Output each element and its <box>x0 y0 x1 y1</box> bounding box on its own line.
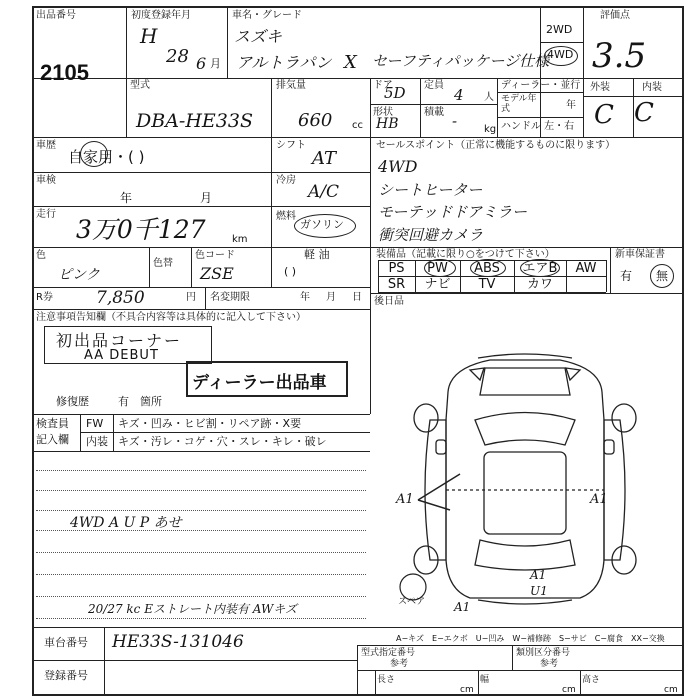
capacity-value: 4 <box>454 86 464 104</box>
divider <box>583 6 584 78</box>
warranty-label: 新車保証書 <box>615 249 665 260</box>
mileage-value: 3万0千127 <box>76 215 206 244</box>
divider <box>497 92 583 93</box>
ac-label: 冷房 <box>276 175 296 186</box>
divider <box>375 670 376 696</box>
sales-point-2: シートヒーター <box>378 181 483 199</box>
divider <box>32 206 370 207</box>
repair-place: 箇所 <box>140 395 162 408</box>
ac-value: A/C <box>308 182 340 202</box>
height-unit: cm <box>664 685 678 695</box>
shift-label: シフト <box>276 140 306 151</box>
entry-label: 記入欄 <box>36 433 69 446</box>
divider <box>583 96 684 97</box>
fuel-label: 燃料 <box>276 211 296 222</box>
doors-value: 5D <box>384 84 406 102</box>
dotted-line <box>36 470 366 471</box>
repair-value: 有 <box>118 395 129 408</box>
mark-a1-right: A1 <box>590 492 608 507</box>
capacity-label: 定員 <box>424 80 444 91</box>
height-label: 高さ <box>582 675 601 685</box>
inspector-note-1: 4WD A U P あせ <box>70 515 182 531</box>
divider <box>227 6 228 78</box>
divider <box>80 432 370 433</box>
lot-label: 出品番号 <box>36 10 76 21</box>
divider <box>32 172 370 173</box>
drive-4wd: 4WD <box>547 48 574 61</box>
width-label: 幅 <box>480 675 490 685</box>
displacement-label: 排気量 <box>276 80 306 91</box>
inspection-label: 車検 <box>36 175 56 186</box>
length-unit: cm <box>460 685 474 695</box>
year-unit: 年 <box>566 100 576 111</box>
equip-ps: PS <box>388 261 405 276</box>
yen-unit: 円 <box>186 292 196 303</box>
exterior-value: C <box>594 100 614 130</box>
grade-value: X <box>344 52 357 73</box>
first-reg-label: 初度登録年月 <box>131 10 191 21</box>
handle-label: ハンドル 左・右 <box>501 121 575 132</box>
doors-label: ドア <box>373 80 393 91</box>
spare-label: スペア <box>398 597 426 607</box>
warranty-no: 無 <box>656 269 669 283</box>
divider <box>32 627 684 628</box>
equip-abs: ABS <box>474 261 500 276</box>
divider <box>370 78 371 137</box>
equip-sr: SR <box>387 277 406 292</box>
divider <box>378 292 606 293</box>
equip-navi: ナビ <box>424 277 451 292</box>
equip-leather: カワ <box>526 277 553 292</box>
maker-value: スズキ <box>234 27 283 46</box>
score-value: 3.5 <box>592 36 647 76</box>
model-year-label: モデル年式 <box>501 94 537 114</box>
divider <box>512 645 513 670</box>
sales-point-1: 4WD <box>378 157 418 176</box>
name-change-year: 年 <box>300 292 310 303</box>
interior-value: C <box>634 98 654 128</box>
dotted-line <box>36 618 366 619</box>
cc-unit: cc <box>352 120 363 131</box>
debut-stamp-text: 初出品コーナー <box>56 331 183 350</box>
dotted-line <box>36 510 366 511</box>
era-value: H <box>140 24 158 48</box>
width-unit: cm <box>562 685 576 695</box>
mark-a1-bottom: A1 <box>454 600 471 614</box>
dotted-line <box>36 552 366 553</box>
reg-label: 登録番号 <box>44 669 88 682</box>
sales-point-3: モーテッドドアミラー <box>378 203 527 221</box>
color-change-label: 色替 <box>153 258 173 269</box>
dotted-line <box>36 596 366 597</box>
divider <box>370 137 371 414</box>
interior-items: キズ・汚レ・コゲ・穴・スレ・キレ・破レ <box>118 435 327 448</box>
load-label: 積載 <box>424 107 444 118</box>
month-unit: 月 <box>210 57 221 70</box>
history-label: 車歴 <box>36 140 56 151</box>
divider <box>370 104 497 105</box>
mark-a1-rear: A1 <box>530 568 547 582</box>
legend: A−キズ E−エクボ U−凹み W−補修跡 S−サビ C−腐食 XX−交換 <box>396 634 665 643</box>
history-value: 自家用・( ) <box>68 148 145 166</box>
color-label: 色 <box>36 250 46 261</box>
equipment-label: 装備品（記載に限り○をつけて下さい） <box>376 249 555 260</box>
fw-items: キズ・凹み・ヒビ割・リペア跡・X要 <box>118 417 302 430</box>
inspection-year: 年 <box>120 191 133 205</box>
equip-pw: PW <box>427 261 448 276</box>
mark-a1-left: A1 <box>396 492 414 507</box>
color-code-value: ZSE <box>200 264 234 283</box>
divider <box>583 78 584 137</box>
color-value: ピンク <box>58 267 100 283</box>
chassis-value: HE33S-131046 <box>112 632 244 652</box>
km-unit: km <box>232 234 248 245</box>
fuel-paren: ( ) <box>284 265 297 278</box>
type-no-label: 型式指定番号 <box>361 648 416 658</box>
inspector-note-2: 20/27 kc Eストレート内装有 AWキズ <box>88 602 298 616</box>
chassis-label: 車台番号 <box>44 636 88 649</box>
dealer-label: ディーラー・並行 <box>501 80 581 91</box>
equip-pw-circle <box>424 259 456 277</box>
divider <box>478 670 479 696</box>
dotted-line <box>36 574 366 575</box>
fuel-gas: ガソリン <box>300 218 344 231</box>
interior-label-2: 内装 <box>86 435 108 448</box>
car-name-label: 車名・グレード <box>232 10 302 21</box>
name-change-day: 日 <box>352 292 362 303</box>
divider <box>606 260 607 292</box>
divider <box>149 247 150 287</box>
divider <box>370 247 684 248</box>
mileage-label: 走行 <box>36 209 56 220</box>
divider <box>370 293 684 294</box>
divider <box>80 414 81 451</box>
equip-aw: AW <box>575 261 597 276</box>
equip-abs-circle <box>470 259 506 277</box>
length-label: 長さ <box>377 675 396 685</box>
fw-label: FW <box>86 417 104 430</box>
mark-u1: U1 <box>530 584 548 598</box>
notes-label: 注意事項告知欄（不具合内容等は具体的に記入して下さい） <box>36 312 306 323</box>
inspection-month: 月 <box>200 191 213 205</box>
name-change-label: 名変期限 <box>210 292 250 303</box>
lot-number: 2105 <box>40 60 89 85</box>
exterior-label: 外装 <box>590 82 610 93</box>
inspector-label: 検査員 <box>36 417 69 430</box>
interior-label: 内装 <box>642 82 662 93</box>
shape-value: HB <box>376 116 399 132</box>
divider <box>271 137 272 287</box>
debut-stamp-sub: AA DEBUT <box>84 348 159 363</box>
month-value: 6 <box>196 54 207 73</box>
class-label: 類別区分番号 <box>516 648 571 658</box>
divider <box>32 309 370 310</box>
drive-2wd: 2WD <box>546 23 573 36</box>
divider <box>32 78 684 79</box>
displacement-value: 660 <box>298 110 333 131</box>
divider <box>32 660 357 661</box>
year-value: 28 <box>166 46 189 67</box>
capacity-unit: 人 <box>484 92 494 103</box>
package-value: セーフティパッケージ仕様 <box>372 52 550 70</box>
repair-label: 修復歴 <box>56 395 89 408</box>
divider <box>420 78 421 137</box>
divider <box>271 78 272 137</box>
divider <box>113 414 114 451</box>
equip-airbag-circle <box>520 259 560 277</box>
equip-airbag: エアB <box>522 261 558 276</box>
divider <box>357 645 684 646</box>
warranty-yes: 有 <box>620 269 633 283</box>
divider <box>126 6 127 137</box>
divider <box>497 117 583 118</box>
ref-1: 参考 <box>390 659 409 669</box>
divider <box>580 670 581 696</box>
sales-point-4: 衝突回避カメラ <box>378 226 484 244</box>
divider <box>32 414 370 415</box>
shape-label: 形状 <box>373 107 393 118</box>
r-label: R券 <box>36 292 53 303</box>
color-code-label: 色コード <box>195 250 235 261</box>
divider <box>357 670 684 671</box>
equip-tv: TV <box>478 277 496 292</box>
divider <box>540 42 583 43</box>
name-change-month: 月 <box>326 292 336 303</box>
kg-unit: kg <box>484 124 497 135</box>
model-value: アルトラパン <box>236 53 332 72</box>
shift-value: AT <box>312 148 337 169</box>
warranty-circle <box>650 264 674 288</box>
divider <box>32 451 370 452</box>
type-value: DBA-HE33S <box>136 110 253 132</box>
r-value: 7,850 <box>96 288 145 308</box>
extra-items-label: 後日品 <box>374 296 404 307</box>
divider <box>205 287 206 309</box>
divider <box>32 287 370 288</box>
dotted-line <box>36 490 366 491</box>
score-label: 評価点 <box>600 10 630 21</box>
divider <box>497 78 498 137</box>
load-value: - <box>452 112 458 130</box>
fuel-diesel: 軽 油 <box>304 248 330 261</box>
dealer-stamp-text: ディーラー出品車 <box>192 373 327 393</box>
sales-points-label: セールスポイント（正常に機能するものに限ります） <box>376 140 616 151</box>
divider <box>104 627 105 696</box>
ref-2: 参考 <box>540 659 559 669</box>
divider <box>32 137 684 138</box>
divider <box>191 247 192 287</box>
type-label: 型式 <box>130 80 150 91</box>
divider <box>610 247 611 293</box>
